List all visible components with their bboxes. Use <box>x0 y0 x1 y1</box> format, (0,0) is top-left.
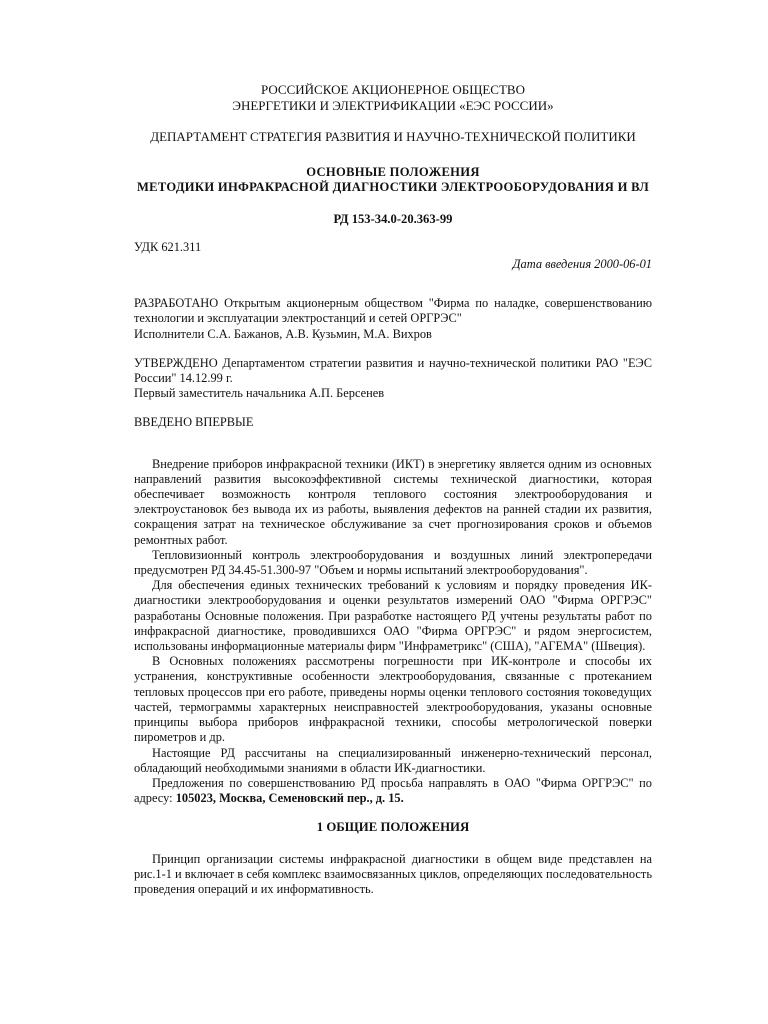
introduction-section <box>134 457 652 807</box>
intro-paragraph: Тепловизионный контроль электрооборудования и воздушных линий электропередачи предусмотрен РД 34.45-51.300-97 "Объем и нормы испытаний электрооборудования". <box>134 547 652 578</box>
intro-paragraph: Внедрение приборов инфракрасной техники (ИКТ) в энергетику является одним из основных направлений развития высокоэффективной системы технической диагностики, которая обеспечивает возможность контроля теплового состояния электрооборудования и электроустановок без вывода их из работы, выявления дефектов на ранней стадии их развития, сокращения затрат на техническое обслуживание за счет прогнозирования сроков и объемов ремонтных работ. <box>134 456 652 547</box>
intro-paragraph: Настоящие РД рассчитаны на специализированный инженерно-технический персонал, обладающий необходимыми знаниями в области ИК-диагностики. <box>134 745 652 775</box>
document-page <box>134 82 652 897</box>
organization-name-line-1: РОССИЙСКОЕ АКЦИОНЕРНОЕ ОБЩЕСТВО <box>261 82 525 97</box>
performers-text: Исполнители С.А. Бажанов, А.В. Кузьмин, М.А. Вихров <box>134 326 432 341</box>
section-1-paragraph: Принцип организации системы инфракрасной диагностики в общем виде представлен на рис.1-1 и включает в себя комплекс взаимосвязанных циклов, определяющих последовательность проведения операций и их информативность. <box>134 851 652 896</box>
developed-text: РАЗРАБОТАНО Открытым акционерным обществом "Фирма по наладке, совершенствованию технологии и эксплуатации электростанций и сетей ОРГРЭС" <box>134 296 652 326</box>
intro-paragraph: Для обеспечения единых технических требований к условиям и порядку проведения ИК-диагностики электрооборудования и оценки результатов измерений ОАО "Фирма ОРГРЭС" разработаны Основные положения. При разработке настоящего РД учтены результаты работ по инфракрасной диагностике, проводившихся ОАО "Фирма ОРГРЭС" и рядом энергосистем, использованы информационные материалы фирм "Инфраметрикс" (США), "АГЕМА" (Швеция). <box>134 578 652 654</box>
proposals-text: Предложения по совершенствованию РД просьба направлять в ОАО "Фирма ОРГРЭС" по адресу: <box>134 775 652 806</box>
proposals-paragraph <box>134 776 652 806</box>
approved-block <box>134 356 652 402</box>
organization-name-line-2: ЭНЕРГЕТИКИ И ЭЛЕКТРИФИКАЦИИ «ЕЭС РОССИИ» <box>232 97 554 113</box>
introduction-date: Дата введения 2000-06-01 <box>512 257 652 272</box>
document-title-line-1: ОСНОВНЫЕ ПОЛОЖЕНИЯ <box>306 165 480 180</box>
intro-paragraph: В Основных положениях рассмотрены погрешности при ИК-контроле и способы их устранения, конструктивные особенности электрооборудования, связанные с протеканием тепловых процессов при его работе, приведены нормы оценки теплового состояния токоведущих частей, термограммы характерных неисправностей электрооборудования, указаны основные принципы выбора приборов инфракрасной техники, способы метрологической поверки пирометров и др. <box>134 654 652 745</box>
proposals-address: 105023, Москва, Семеновский пер., д. 15. <box>175 791 404 806</box>
udk-code: УДК 621.311 <box>134 239 202 254</box>
document-title-line-2: МЕТОДИКИ ИНФРАКРАСНОЙ ДИАГНОСТИКИ ЭЛЕКТРООБОРУДОВАНИЯ И ВЛ <box>136 180 650 195</box>
section-1-title: 1 ОБЩИЕ ПОЛОЖЕНИЯ <box>316 820 470 835</box>
document-code: РД 153-34.0-20.363-99 <box>333 211 453 226</box>
developed-block <box>134 296 652 342</box>
deputy-text: Первый заместитель начальника А.П. Берсенев <box>134 386 385 401</box>
department-name: ДЕПАРТАМЕНТ СТРАТЕГИЯ РАЗВИТИЯ И НАУЧНО-ТЕХНИЧЕСКОЙ ПОЛИТИКИ <box>150 129 636 144</box>
approved-text: УТВЕРЖДЕНО Департаментом стратегии развития и научно-технической политики РАО "ЕЭС России" 14.12.99 г. <box>134 355 652 386</box>
introduced-label: ВВЕДЕНО ВПЕРВЫЕ <box>134 415 254 430</box>
